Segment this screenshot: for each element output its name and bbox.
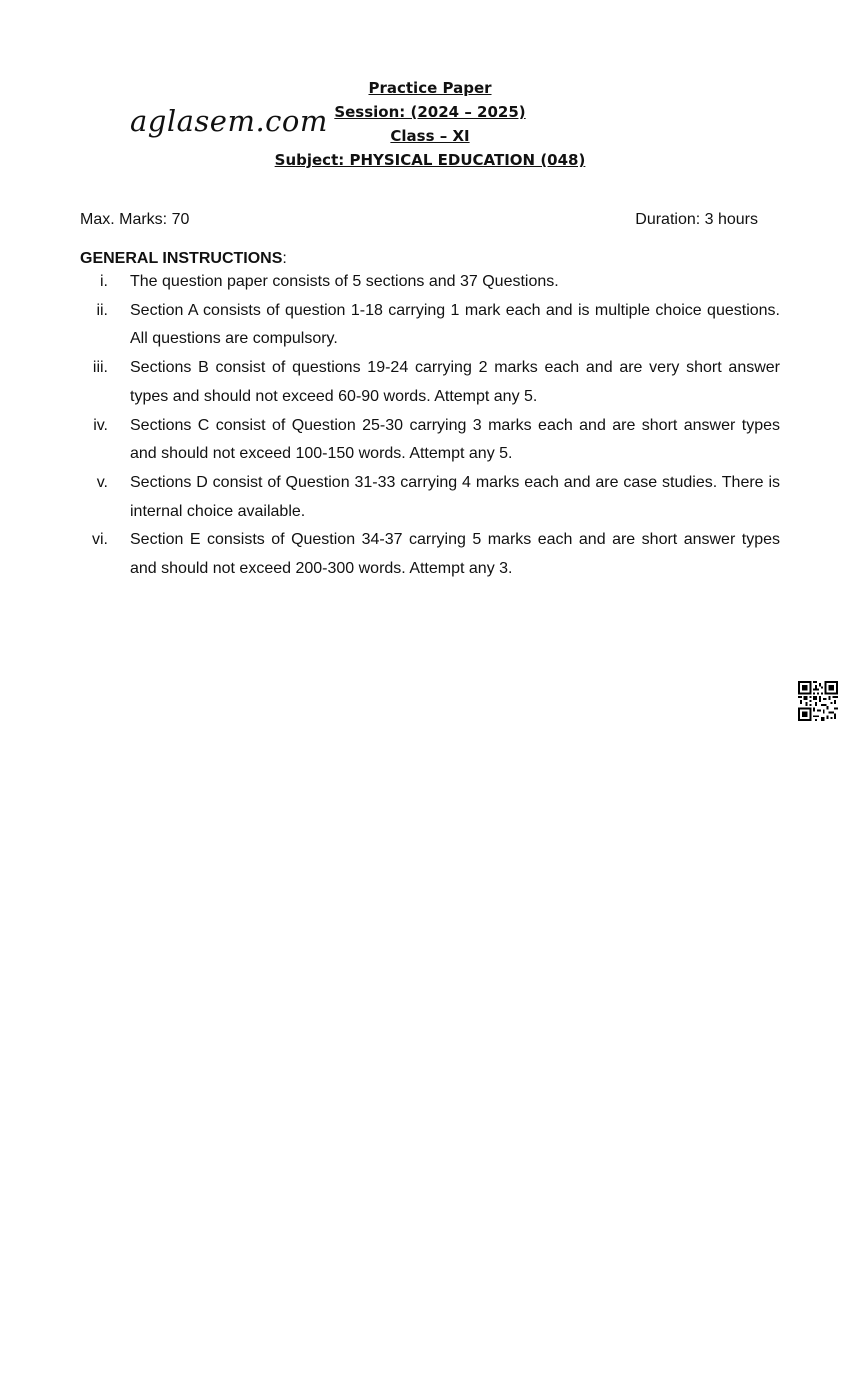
instruction-text: Section A consists of question 1-18 carrying 1 mark each and is multiple choice questions. All questions are compulsory.	[130, 301, 780, 348]
instruction-number: iv.	[93, 416, 108, 434]
instruction-text: Sections C consist of Question 25-30 carrying 3 marks each and are short answer types and should not exceed 100-150 words. Attempt any 5.	[130, 416, 780, 463]
subject-line: Subject: PHYSICAL EDUCATION (048)	[274, 151, 586, 169]
instruction-number: vi.	[92, 531, 108, 549]
instruction-text: Sections D consist of Question 31-33 carrying 4 marks each and are case studies. There is internal choice available.	[130, 473, 780, 520]
instruction-text: Sections B consist of questions 19-24 carrying 2 marks each and are very short answer types and should not exceed 60-90 words. Attempt any 5.	[130, 359, 780, 405]
instruction-item	[80, 526, 780, 583]
instruction-item	[80, 412, 780, 469]
paper-title: Practice Paper	[368, 79, 492, 97]
instruction-number: v.	[96, 473, 108, 491]
qr-code-icon	[798, 681, 838, 721]
instruction-number: ii.	[96, 301, 108, 319]
instructions-heading: GENERAL INSTRUCTIONS:	[80, 250, 287, 267]
instruction-item	[80, 354, 780, 411]
instruction-text: The question paper consists of 5 sections and 37 Questions.	[130, 273, 559, 290]
class-line: Class – XI	[390, 127, 470, 145]
instructions-list	[80, 268, 780, 584]
instruction-item	[80, 297, 780, 354]
instruction-number: i.	[100, 273, 108, 290]
instruction-number: iii.	[92, 359, 108, 377]
max-marks: Max. Marks: 70	[80, 211, 190, 228]
instruction-text: Section E consists of Question 34-37 carrying 5 marks each and are short answer types and should not exceed 200-300 words. Attempt any 3.	[130, 531, 780, 578]
aglasem-logo: aglasem.com	[130, 104, 328, 138]
instruction-item	[80, 469, 780, 526]
instruction-item	[80, 268, 780, 297]
paper-header	[0, 76, 850, 172]
duration: Duration: 3 hours	[635, 211, 758, 228]
session-line: Session: (2024 – 2025)	[334, 103, 526, 121]
